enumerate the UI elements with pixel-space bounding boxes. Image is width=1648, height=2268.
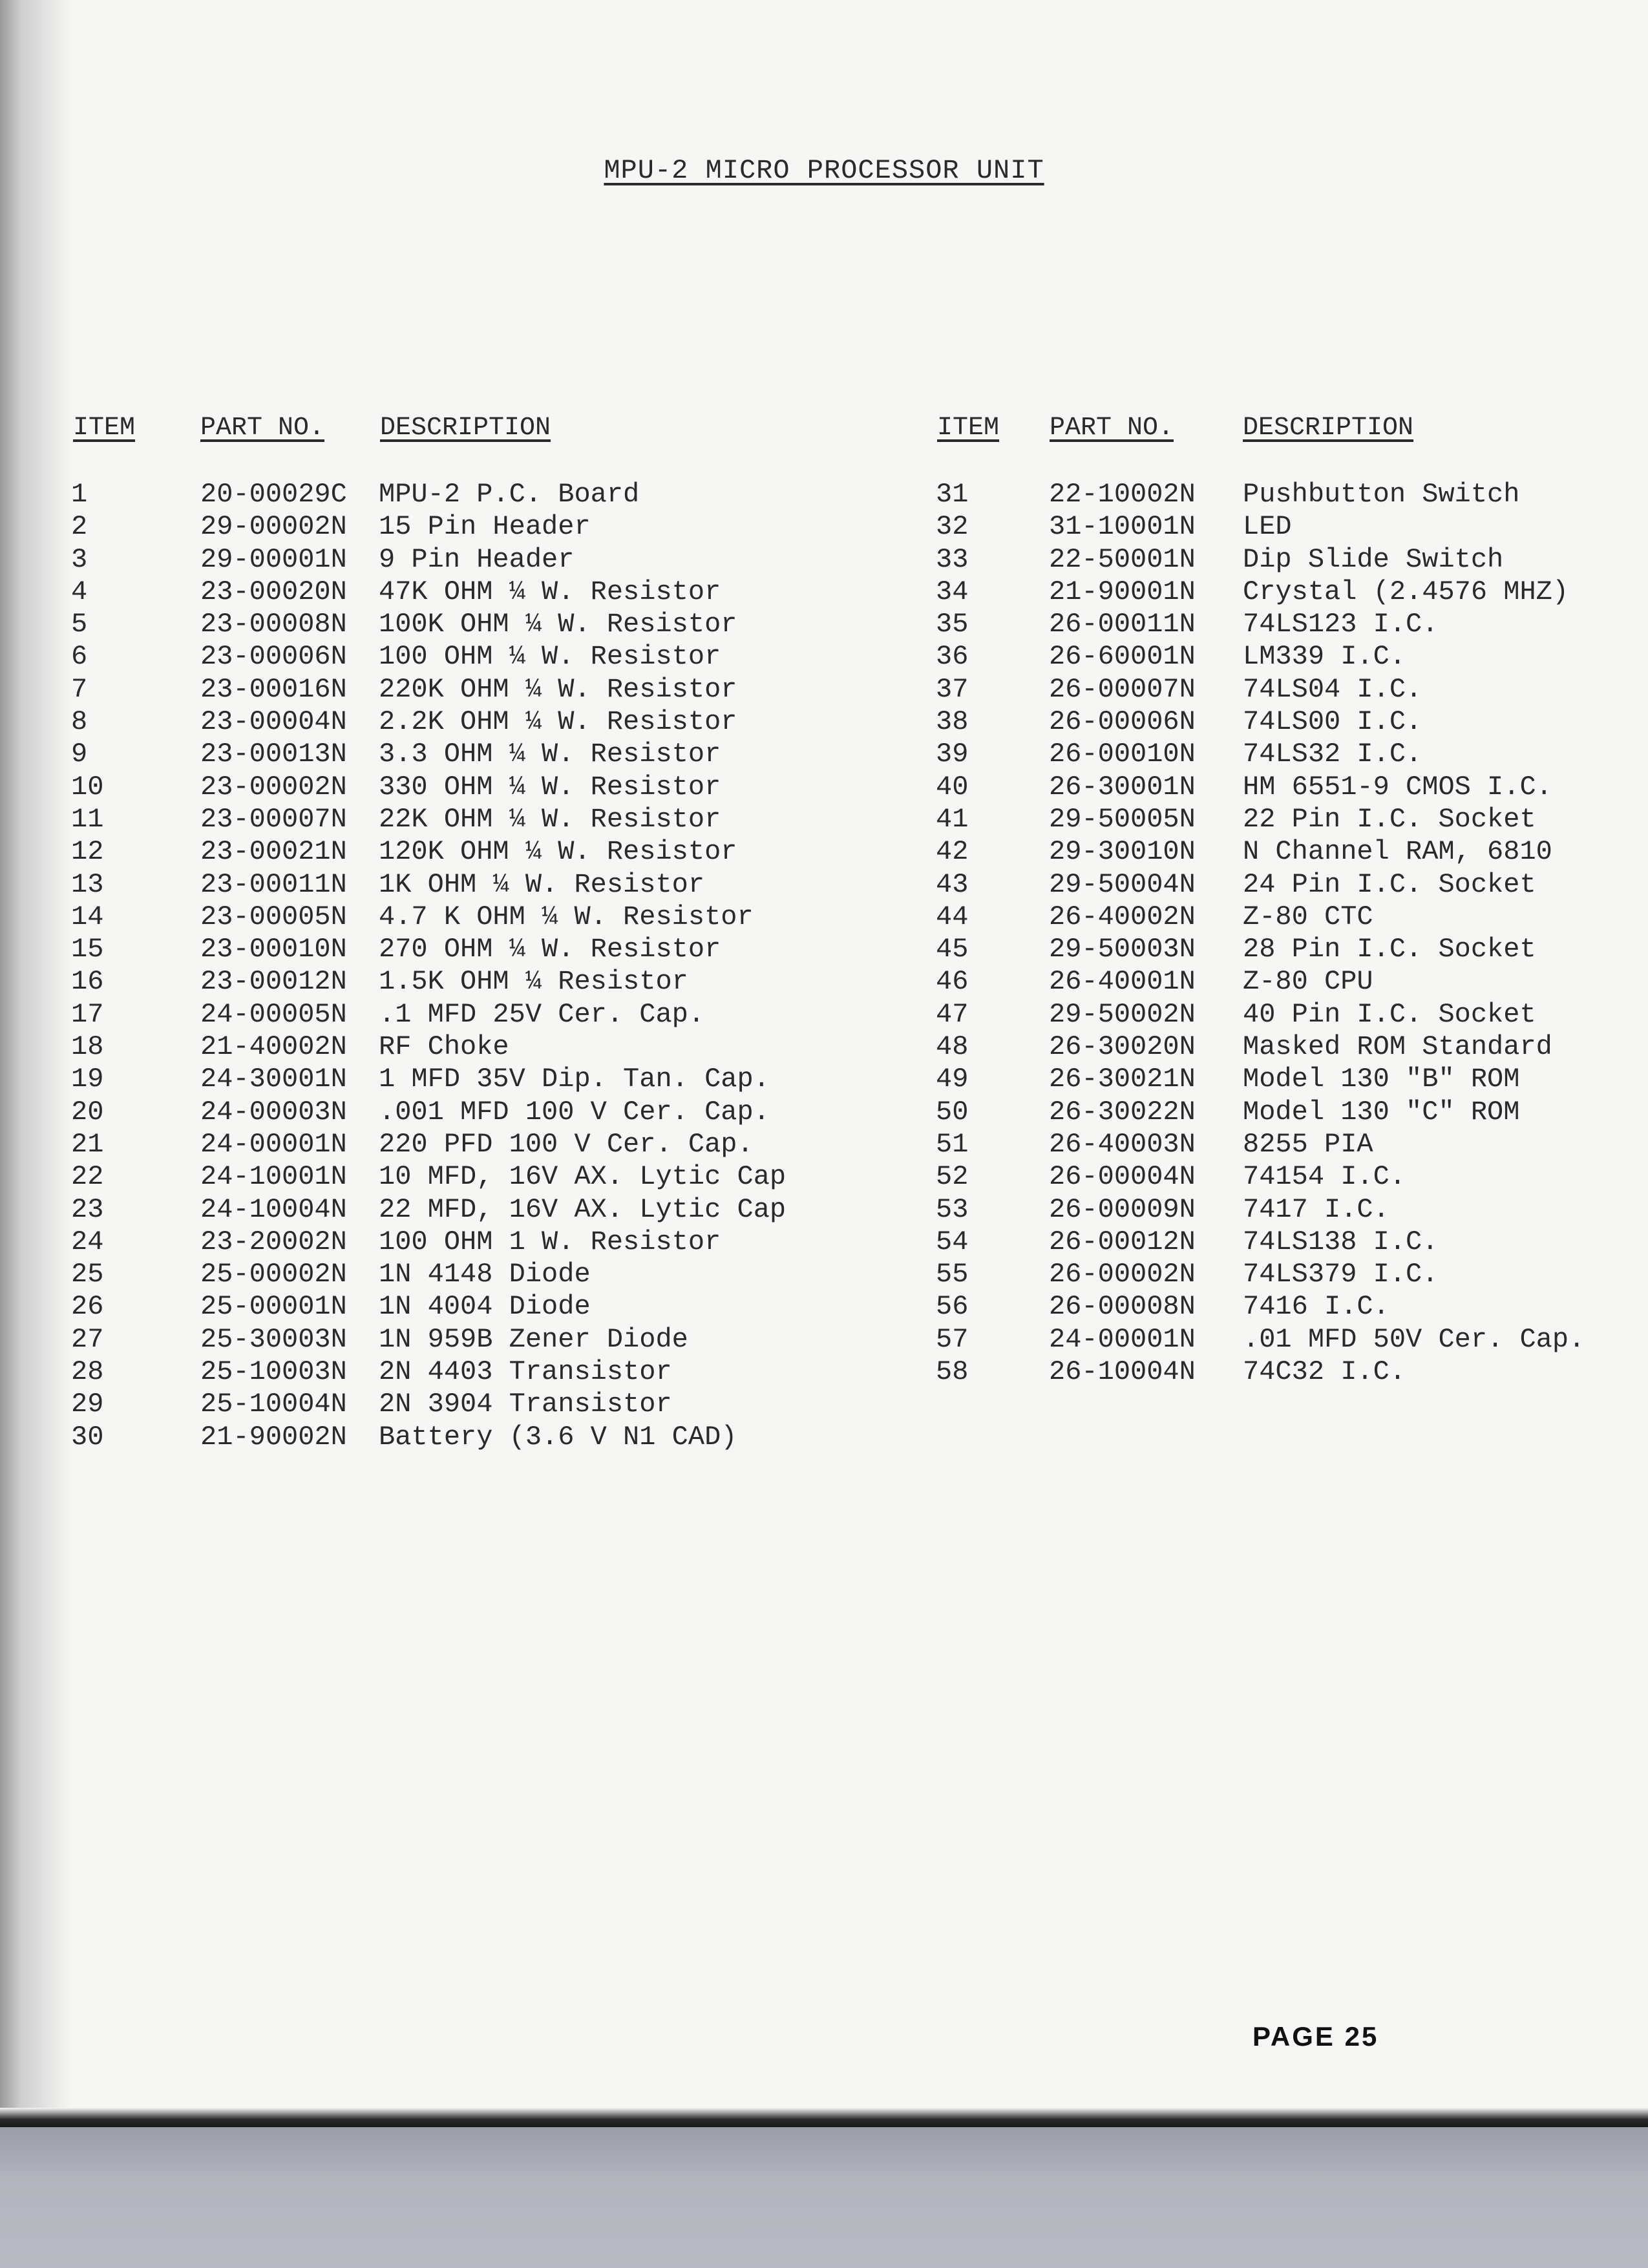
part-description: 3.3 OHM ¼ W. Resistor xyxy=(379,739,721,770)
page-number: PAGE 25 xyxy=(1252,2021,1379,2052)
part-number: 29-50003N xyxy=(1049,934,1196,965)
item-number: 21 xyxy=(71,1128,104,1160)
part-number: 26-00012N xyxy=(1049,1226,1196,1257)
item-number: 58 xyxy=(936,1356,969,1388)
part-description: 120K OHM ¼ W. Resistor xyxy=(379,836,737,868)
parts-row xyxy=(71,543,786,576)
item-number: 25 xyxy=(71,1259,104,1290)
parts-row xyxy=(936,543,1585,576)
part-number: 23-00007N xyxy=(200,803,347,835)
item-number: 38 xyxy=(936,706,969,738)
parts-row xyxy=(71,1356,786,1388)
part-description: 74LS138 I.C. xyxy=(1243,1226,1439,1257)
item-number: 10 xyxy=(71,771,104,803)
parts-row xyxy=(71,1096,786,1128)
parts-row xyxy=(936,771,1585,803)
part-number: 26-00008N xyxy=(1049,1291,1196,1323)
parts-row xyxy=(71,673,786,706)
part-number: 23-00008N xyxy=(200,609,347,640)
part-number: 24-30001N xyxy=(200,1064,347,1095)
parts-row xyxy=(71,1193,786,1226)
part-description: Model 130 "C" ROM xyxy=(1243,1096,1520,1128)
parts-row xyxy=(936,901,1585,933)
part-description: Crystal (2.4576 MHZ) xyxy=(1243,576,1569,607)
part-description: 74LS379 I.C. xyxy=(1243,1259,1439,1290)
part-description: 7417 I.C. xyxy=(1243,1193,1389,1225)
item-number: 17 xyxy=(71,998,104,1030)
parts-row xyxy=(936,1096,1585,1128)
item-number: 5 xyxy=(71,609,88,640)
item-number: 29 xyxy=(71,1389,104,1420)
part-number: 23-00006N xyxy=(200,641,347,673)
part-description: Masked ROM Standard xyxy=(1243,1031,1552,1063)
parts-row xyxy=(936,706,1585,738)
part-description: 1N 959B Zener Diode xyxy=(379,1323,688,1355)
part-number: 25-00002N xyxy=(200,1259,347,1290)
part-description: 15 Pin Header xyxy=(379,511,591,543)
parts-row xyxy=(936,1356,1585,1388)
part-description: 1N 4148 Diode xyxy=(379,1259,591,1290)
page-edge-shadow xyxy=(0,2108,1648,2127)
item-number: 8 xyxy=(71,706,88,738)
parts-row xyxy=(71,1160,786,1193)
part-description: 270 OHM ¼ W. Resistor xyxy=(379,934,721,965)
item-number: 19 xyxy=(71,1064,104,1095)
parts-row xyxy=(71,1258,786,1290)
parts-row xyxy=(71,835,786,868)
item-number: 24 xyxy=(71,1226,104,1257)
part-number: 25-10003N xyxy=(200,1356,347,1388)
parts-row xyxy=(936,1193,1585,1226)
parts-row xyxy=(936,998,1585,1031)
part-description: 8255 PIA xyxy=(1243,1128,1373,1160)
part-description: 28 Pin I.C. Socket xyxy=(1243,934,1536,965)
parts-row xyxy=(71,640,786,673)
part-number: 22-10002N xyxy=(1049,479,1196,510)
item-number: 44 xyxy=(936,901,969,932)
part-number: 26-60001N xyxy=(1049,641,1196,673)
item-number: 3 xyxy=(71,543,88,575)
part-number: 23-00005N xyxy=(200,901,347,932)
part-description: 74LS123 I.C. xyxy=(1243,609,1439,640)
part-description: Model 130 "B" ROM xyxy=(1243,1064,1520,1095)
item-number: 4 xyxy=(71,576,88,607)
parts-row xyxy=(936,1226,1585,1258)
item-number: 1 xyxy=(71,479,88,510)
part-description: 74154 I.C. xyxy=(1243,1161,1406,1193)
part-description: 330 OHM ¼ W. Resistor xyxy=(379,771,721,803)
item-number: 46 xyxy=(936,966,969,998)
parts-row xyxy=(936,933,1585,965)
part-number: 26-40003N xyxy=(1049,1128,1196,1160)
part-number: 23-00016N xyxy=(200,673,347,705)
item-number: 42 xyxy=(936,836,969,868)
item-number: 57 xyxy=(936,1323,969,1355)
part-description: 100 OHM 1 W. Resistor xyxy=(379,1226,721,1257)
parts-row xyxy=(936,1128,1585,1160)
part-number: 26-00007N xyxy=(1049,673,1196,705)
part-number: 26-00009N xyxy=(1049,1193,1196,1225)
part-number: 26-00002N xyxy=(1049,1259,1196,1290)
part-description: 220K OHM ¼ W. Resistor xyxy=(379,673,737,705)
part-number: 26-30001N xyxy=(1049,771,1196,803)
item-number: 14 xyxy=(71,901,104,932)
item-number: 35 xyxy=(936,609,969,640)
part-number: 24-00001N xyxy=(1049,1323,1196,1355)
parts-row xyxy=(71,1388,786,1420)
item-number: 48 xyxy=(936,1031,969,1063)
part-description: Dip Slide Switch xyxy=(1243,543,1504,575)
parts-row xyxy=(71,1063,786,1095)
item-number: 37 xyxy=(936,673,969,705)
part-number: 23-00004N xyxy=(200,706,347,738)
part-number: 29-50005N xyxy=(1049,803,1196,835)
part-number: 23-00012N xyxy=(200,966,347,998)
part-description: 47K OHM ¼ W. Resistor xyxy=(379,576,721,607)
part-description: Z-80 CPU xyxy=(1243,966,1373,998)
parts-row xyxy=(71,738,786,770)
part-description: 100 OHM ¼ W. Resistor xyxy=(379,641,721,673)
parts-row xyxy=(71,576,786,608)
part-number: 26-30021N xyxy=(1049,1064,1196,1095)
part-description: Pushbutton Switch xyxy=(1243,479,1520,510)
parts-row xyxy=(936,1323,1585,1356)
part-number: 22-50001N xyxy=(1049,543,1196,575)
parts-row xyxy=(936,576,1585,608)
parts-row xyxy=(71,803,786,835)
item-number: 9 xyxy=(71,739,88,770)
parts-row xyxy=(71,933,786,965)
part-number: 29-50002N xyxy=(1049,998,1196,1030)
parts-row xyxy=(71,868,786,901)
part-number: 25-30003N xyxy=(200,1323,347,1355)
part-number: 23-00002N xyxy=(200,771,347,803)
scanner-background xyxy=(0,2127,1648,2268)
part-description: N Channel RAM, 6810 xyxy=(1243,836,1552,868)
item-number: 34 xyxy=(936,576,969,607)
binding-shadow xyxy=(0,0,71,2116)
parts-table-right xyxy=(936,478,1585,1388)
item-number: 13 xyxy=(71,868,104,900)
item-number: 54 xyxy=(936,1226,969,1257)
parts-row xyxy=(936,478,1585,510)
part-description: 1 MFD 35V Dip. Tan. Cap. xyxy=(379,1064,770,1095)
header-description-left: DESCRIPTION xyxy=(380,414,551,443)
part-number: 26-30020N xyxy=(1049,1031,1196,1063)
part-description: .001 MFD 100 V Cer. Cap. xyxy=(379,1096,770,1128)
part-description: MPU-2 P.C. Board xyxy=(379,479,640,510)
part-description: 74C32 I.C. xyxy=(1243,1356,1406,1388)
parts-row xyxy=(71,1421,786,1453)
item-number: 2 xyxy=(71,511,88,543)
item-number: 56 xyxy=(936,1291,969,1323)
part-number: 26-30022N xyxy=(1049,1096,1196,1128)
part-description: 22 MFD, 16V AX. Lytic Cap xyxy=(379,1193,787,1225)
part-description: 4.7 K OHM ¼ W. Resistor xyxy=(379,901,754,932)
parts-row xyxy=(71,771,786,803)
parts-row xyxy=(71,1290,786,1323)
part-number: 26-40001N xyxy=(1049,966,1196,998)
part-number: 24-00005N xyxy=(200,998,347,1030)
part-number: 23-00020N xyxy=(200,576,347,607)
part-number: 23-00011N xyxy=(200,868,347,900)
header-description-right: DESCRIPTION xyxy=(1243,414,1414,443)
item-number: 55 xyxy=(936,1259,969,1290)
item-number: 41 xyxy=(936,803,969,835)
part-description: 2N 4403 Transistor xyxy=(379,1356,672,1388)
item-number: 40 xyxy=(936,771,969,803)
part-description: 40 Pin I.C. Socket xyxy=(1243,998,1536,1030)
part-number: 21-40002N xyxy=(200,1031,347,1063)
part-number: 23-00013N xyxy=(200,739,347,770)
parts-row xyxy=(936,1258,1585,1290)
item-number: 39 xyxy=(936,739,969,770)
item-number: 50 xyxy=(936,1096,969,1128)
part-number: 24-10001N xyxy=(200,1161,347,1193)
parts-table-left-body xyxy=(71,478,786,1453)
part-number: 31-10001N xyxy=(1049,511,1196,543)
part-description: 74LS32 I.C. xyxy=(1243,739,1422,770)
parts-table-right-body xyxy=(936,478,1585,1388)
part-number: 24-10004N xyxy=(200,1193,347,1225)
part-description: LED xyxy=(1243,511,1292,543)
part-number: 23-20002N xyxy=(200,1226,347,1257)
parts-row xyxy=(71,510,786,543)
part-number: 29-30010N xyxy=(1049,836,1196,868)
part-number: 25-00001N xyxy=(200,1291,347,1323)
parts-row xyxy=(936,738,1585,770)
item-number: 6 xyxy=(71,641,88,673)
item-number: 51 xyxy=(936,1128,969,1160)
part-description: 22K OHM ¼ W. Resistor xyxy=(379,803,721,835)
parts-row xyxy=(71,1128,786,1160)
part-description: 1N 4004 Diode xyxy=(379,1291,591,1323)
part-description: 220 PFD 100 V Cer. Cap. xyxy=(379,1128,754,1160)
part-description: Battery (3.6 V N1 CAD) xyxy=(379,1421,737,1453)
item-number: 22 xyxy=(71,1161,104,1193)
parts-row xyxy=(71,1323,786,1356)
parts-row xyxy=(936,1063,1585,1095)
item-number: 27 xyxy=(71,1323,104,1355)
header-item-left: ITEM xyxy=(73,414,136,443)
parts-row xyxy=(71,1226,786,1258)
item-number: 49 xyxy=(936,1064,969,1095)
parts-row xyxy=(936,835,1585,868)
header-item-right: ITEM xyxy=(937,414,1000,443)
part-number: 29-50004N xyxy=(1049,868,1196,900)
parts-row xyxy=(936,965,1585,998)
parts-row xyxy=(71,965,786,998)
part-description: 100K OHM ¼ W. Resistor xyxy=(379,609,737,640)
parts-row xyxy=(71,478,786,510)
part-number: 29-00001N xyxy=(200,543,347,575)
part-description: RF Choke xyxy=(379,1031,509,1063)
header-part-no-left: PART NO. xyxy=(200,414,325,443)
part-number: 20-00029C xyxy=(200,479,347,510)
part-number: 21-90002N xyxy=(200,1421,347,1453)
part-number: 23-00021N xyxy=(200,836,347,868)
part-number: 26-40002N xyxy=(1049,901,1196,932)
parts-row xyxy=(936,1290,1585,1323)
part-description: 1.5K OHM ¼ Resistor xyxy=(379,966,688,998)
part-description: .01 MFD 50V Cer. Cap. xyxy=(1243,1323,1585,1355)
part-description: HM 6551-9 CMOS I.C. xyxy=(1243,771,1552,803)
page-title: MPU-2 MICRO PROCESSOR UNIT xyxy=(604,155,1044,186)
item-number: 7 xyxy=(71,673,88,705)
item-number: 12 xyxy=(71,836,104,868)
part-number: 21-90001N xyxy=(1049,576,1196,607)
item-number: 33 xyxy=(936,543,969,575)
item-number: 11 xyxy=(71,803,104,835)
parts-row xyxy=(936,1031,1585,1063)
parts-row xyxy=(71,706,786,738)
part-number: 25-10004N xyxy=(200,1389,347,1420)
part-number: 26-00010N xyxy=(1049,739,1196,770)
item-number: 43 xyxy=(936,868,969,900)
parts-row xyxy=(71,1031,786,1063)
part-description: .1 MFD 25V Cer. Cap. xyxy=(379,998,705,1030)
item-number: 52 xyxy=(936,1161,969,1193)
part-description: 10 MFD, 16V AX. Lytic Cap xyxy=(379,1161,787,1193)
parts-table-left xyxy=(71,478,786,1453)
header-part-no-right: PART NO. xyxy=(1050,414,1174,443)
item-number: 15 xyxy=(71,934,104,965)
part-number: 24-00001N xyxy=(200,1128,347,1160)
part-description: 7416 I.C. xyxy=(1243,1291,1389,1323)
parts-row xyxy=(936,868,1585,901)
parts-row xyxy=(71,901,786,933)
part-description: 2.2K OHM ¼ W. Resistor xyxy=(379,706,737,738)
item-number: 20 xyxy=(71,1096,104,1128)
item-number: 26 xyxy=(71,1291,104,1323)
parts-row xyxy=(936,510,1585,543)
part-number: 26-00004N xyxy=(1049,1161,1196,1193)
part-number: 26-10004N xyxy=(1049,1356,1196,1388)
parts-row xyxy=(936,803,1585,835)
part-description: 22 Pin I.C. Socket xyxy=(1243,803,1536,835)
part-description: 9 Pin Header xyxy=(379,543,575,575)
part-number: 23-00010N xyxy=(200,934,347,965)
item-number: 45 xyxy=(936,934,969,965)
part-number: 26-00006N xyxy=(1049,706,1196,738)
item-number: 47 xyxy=(936,998,969,1030)
part-description: 2N 3904 Transistor xyxy=(379,1389,672,1420)
part-description: Z-80 CTC xyxy=(1243,901,1373,932)
part-description: 1K OHM ¼ W. Resistor xyxy=(379,868,705,900)
part-description: 74LS00 I.C. xyxy=(1243,706,1422,738)
item-number: 28 xyxy=(71,1356,104,1388)
item-number: 53 xyxy=(936,1193,969,1225)
parts-row xyxy=(936,640,1585,673)
parts-row xyxy=(936,1160,1585,1193)
parts-row xyxy=(71,998,786,1031)
item-number: 36 xyxy=(936,641,969,673)
item-number: 23 xyxy=(71,1193,104,1225)
part-number: 24-00003N xyxy=(200,1096,347,1128)
item-number: 30 xyxy=(71,1421,104,1453)
part-description: 74LS04 I.C. xyxy=(1243,673,1422,705)
parts-row xyxy=(936,673,1585,706)
item-number: 32 xyxy=(936,511,969,543)
part-description: 24 Pin I.C. Socket xyxy=(1243,868,1536,900)
part-number: 26-00011N xyxy=(1049,609,1196,640)
parts-row xyxy=(71,608,786,640)
parts-row xyxy=(936,608,1585,640)
part-description: LM339 I.C. xyxy=(1243,641,1406,673)
part-number: 29-00002N xyxy=(200,511,347,543)
item-number: 16 xyxy=(71,966,104,998)
item-number: 18 xyxy=(71,1031,104,1063)
item-number: 31 xyxy=(936,479,969,510)
